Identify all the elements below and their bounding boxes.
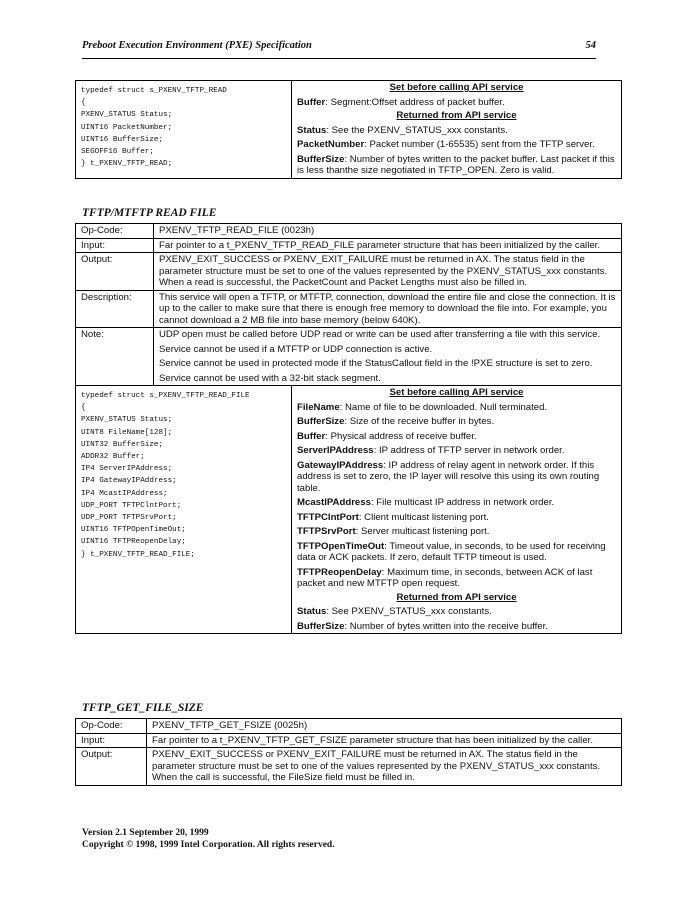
note-para: UDP open must be called before UDP read or write can be used after transferring a file with this service. bbox=[159, 329, 601, 340]
code-line: UINT16 TFTPReopenDelay; bbox=[81, 538, 186, 547]
field-desc: GatewayIPAddress: IP address of relay agent in network order. If this address is set to zero, the IP layer will resolve this using its own routing table. bbox=[297, 459, 600, 494]
get-file-size-table bbox=[75, 718, 622, 786]
code-line: { bbox=[81, 99, 86, 108]
table-row bbox=[76, 328, 622, 386]
table-row bbox=[76, 224, 622, 239]
code-line: UDP_PORT TFTPClntPort; bbox=[81, 501, 182, 510]
code-line: IP4 ServerIPAddress; bbox=[81, 465, 173, 474]
tftp-read-struct-table bbox=[75, 80, 622, 179]
code-line: typedef struct s_PXENV_TFTP_READ bbox=[81, 87, 227, 95]
code-line: ADDR32 Buffer; bbox=[81, 453, 145, 462]
row-label: Note: bbox=[76, 328, 154, 386]
field-desc: BufferSize: Size of the receive buffer in bytes. bbox=[297, 416, 495, 427]
set-before-heading: Set before calling API service bbox=[389, 82, 524, 93]
read-file-table bbox=[75, 223, 622, 634]
returned-heading: Returned from API service bbox=[396, 110, 517, 121]
table-row bbox=[76, 719, 622, 734]
row-label: Output: bbox=[76, 748, 147, 786]
row-label: Input: bbox=[76, 733, 147, 748]
code-line: } t_PXENV_TFTP_READ; bbox=[81, 160, 173, 169]
field-desc: ServerIPAddress: IP address of TFTP server in network order. bbox=[297, 445, 565, 456]
footer-version: Version 2.1 September 20, 1999 bbox=[82, 828, 209, 838]
code-line: IP4 GatewayIPAddress; bbox=[81, 477, 177, 486]
field-desc: FileName: Name of file to be downloaded. Null terminated. bbox=[297, 401, 548, 413]
row-value: PXENV_EXIT_SUCCESS or PXENV_EXIT_FAILURE must be returned in AX. The status field in the parameter structure must be set to one of the values represented by the PXENV_STATUS_xxx constants. When a read is successful, the PacketCount and Packet Lengths must also be filled in. bbox=[154, 253, 622, 291]
row-value: PXENV_EXIT_SUCCESS or PXENV_EXIT_FAILURE must be returned in AX. The status field in the parameter structure must be set to one of the values represented by the PXENV_STATUS_xxx constants. When the call is successful, the FileSize field must be filled in. bbox=[147, 748, 622, 786]
table-row bbox=[76, 290, 622, 328]
code-line: UINT16 PacketNumber; bbox=[81, 123, 173, 132]
struct-fields bbox=[292, 81, 622, 179]
row-label: Op-Code: bbox=[76, 719, 147, 734]
code-line: UDP_PORT TFTPSrvPort; bbox=[81, 514, 177, 523]
code-line: PXENV_STATUS Status; bbox=[81, 416, 173, 425]
field-desc: BufferSize: Number of bytes written to the packet buffer. Last packet if this is less thanthe size negotiated in TFTP_OPEN. Zero is valid. bbox=[297, 153, 615, 176]
page-header bbox=[82, 40, 596, 56]
page-footer bbox=[82, 827, 335, 851]
row-value bbox=[154, 328, 622, 386]
code-line: SEGOFF16 Buffer; bbox=[81, 148, 154, 157]
section-heading-get-file-size: TFTP_GET_FILE_SIZE bbox=[82, 702, 204, 714]
field-desc: Buffer: Physical address of receive buffer. bbox=[297, 430, 477, 442]
table-row bbox=[76, 238, 622, 253]
table-row bbox=[76, 81, 622, 179]
table-row bbox=[76, 748, 622, 786]
field-desc: PacketNumber: Packet number (1-65535) sent from the TFTP server. bbox=[297, 139, 595, 150]
section-heading-read-file: TFTP/MTFTP READ FILE bbox=[82, 207, 217, 219]
struct-code bbox=[76, 81, 292, 179]
code-line: PXENV_STATUS Status; bbox=[81, 111, 173, 120]
note-para: Service cannot be used in protected mode if the StatusCallout field in the !PXE structure is set to zero. bbox=[159, 358, 593, 369]
row-label: Input: bbox=[76, 238, 154, 253]
note-para: Service cannot be used with a 32-bit stack segment. bbox=[159, 372, 381, 384]
code-line: UINT8 FileName[128]; bbox=[81, 428, 173, 437]
code-line: IP4 McastIPAddress; bbox=[81, 489, 168, 498]
struct-fields bbox=[292, 386, 622, 634]
code-line: { bbox=[81, 404, 86, 413]
code-line: UINT16 TFTPOpenTimeOut; bbox=[81, 526, 186, 535]
field-desc: BufferSize: Number of bytes written into the receive buffer. bbox=[297, 620, 548, 632]
field-desc: McastIPAddress: File multicast IP address in network order. bbox=[297, 497, 555, 508]
footer-copyright: Copyright © 1998, 1999 Intel Corporation. All rights reserved. bbox=[82, 840, 335, 850]
struct-code bbox=[76, 386, 292, 634]
row-value: This service will open a TFTP, or MTFTP, connection, download the entire file and close the connection. It is up to the caller to make sure that there is enough free memory to download the file into. For example, you cannot download a 2 MB file into base memory (below 640K). bbox=[154, 290, 622, 328]
header-title: Preboot Execution Environment (PXE) Specification bbox=[82, 40, 312, 51]
field-desc: Status: See the PXENV_STATUS_xxx constants. bbox=[297, 124, 508, 136]
note-para: Service cannot be used if a MTFTP or UDP connection is active. bbox=[159, 343, 433, 355]
table-row bbox=[76, 253, 622, 291]
set-before-heading: Set before calling API service bbox=[389, 387, 524, 398]
row-value: Far pointer to a t_PXENV_TFTP_GET_FSIZE parameter structure that has been initialized by the caller. bbox=[147, 733, 622, 748]
code-line: } t_PXENV_TFTP_READ_FILE; bbox=[81, 550, 195, 559]
row-label: Op-Code: bbox=[76, 224, 154, 239]
table-row bbox=[76, 386, 622, 634]
returned-heading: Returned from API service bbox=[396, 591, 517, 603]
row-value: Far pointer to a t_PXENV_TFTP_READ_FILE parameter structure that has been initialized by the caller. bbox=[154, 238, 622, 253]
page-number: 54 bbox=[585, 40, 596, 51]
row-value: PXENV_TFTP_GET_FSIZE (0025h) bbox=[147, 719, 622, 734]
code-line: typedef struct s_PXENV_TFTP_READ_FILE bbox=[81, 392, 250, 400]
field-desc: Buffer: Segment:Offset address of packet buffer. bbox=[297, 96, 505, 108]
field-desc: TFTPReopenDelay: Maximum time, in seconds, between ACK of last packet and new MTFTP open request. bbox=[297, 566, 593, 589]
code-line: UINT16 BufferSize; bbox=[81, 135, 164, 144]
row-value: PXENV_TFTP_READ_FILE (0023h) bbox=[154, 224, 622, 239]
field-desc: Status: See PXENV_STATUS_xxx constants. bbox=[297, 606, 492, 617]
field-desc: TFTPOpenTimeOut: Timeout value, in seconds, to be used for receiving data or ACK packets. If zero, default TFTP timeout is used. bbox=[297, 540, 606, 563]
field-desc: TFTPClntPort: Client multicast listening port. bbox=[297, 511, 489, 523]
field-desc: TFTPSrvPort: Server multicast listening port. bbox=[297, 526, 490, 537]
row-label: Description: bbox=[76, 290, 154, 328]
table-row bbox=[76, 733, 622, 748]
code-line: UINT32 BufferSize; bbox=[81, 440, 164, 449]
row-label: Output: bbox=[76, 253, 154, 291]
header-rule bbox=[82, 58, 596, 59]
